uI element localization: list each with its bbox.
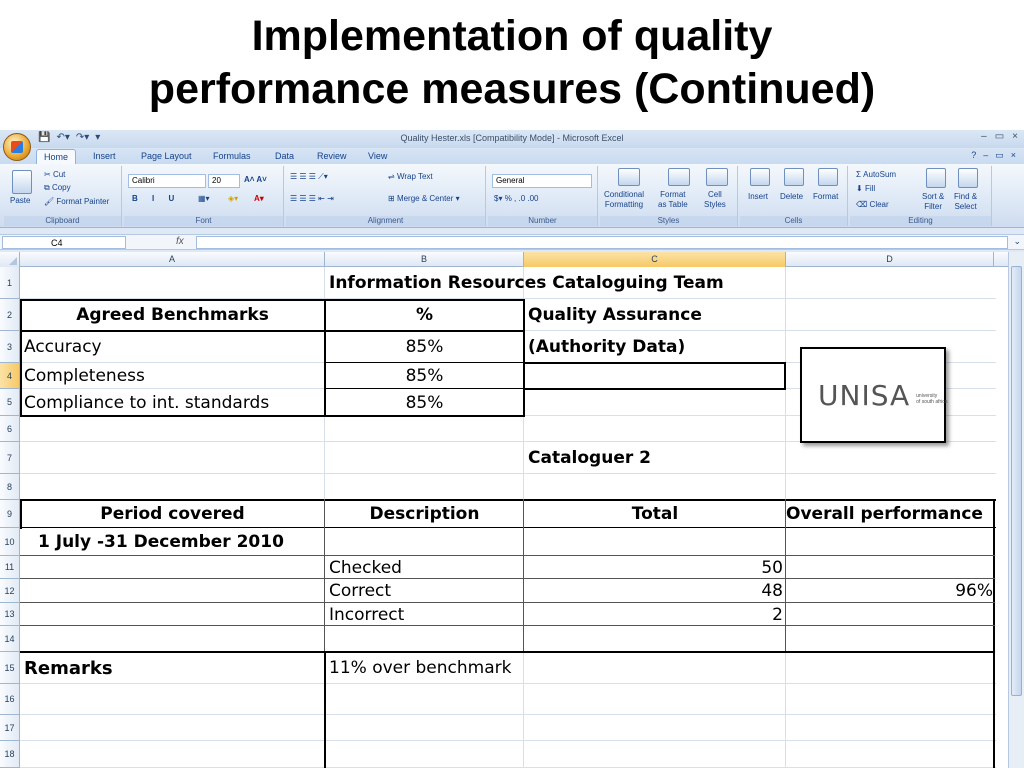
border (785, 499, 786, 651)
wrap-text-label: Wrap Text (396, 172, 433, 181)
merge-dropdown-icon: ▾ (453, 194, 460, 203)
benchmark-compliance-cell[interactable]: Compliance to int. standards (24, 392, 270, 413)
clear-button[interactable] (856, 200, 889, 210)
row-header-9[interactable]: 9 (0, 500, 20, 528)
overall-performance-cell[interactable]: 96% (955, 581, 993, 601)
authority-data-cell[interactable]: (Authority Data) (528, 337, 686, 357)
row-header-12[interactable]: 12 (0, 579, 20, 603)
team-title-cell[interactable]: Information Resources Cataloguing Team (329, 273, 724, 293)
number-group (488, 166, 598, 226)
editing-group (850, 166, 992, 226)
redo-icon[interactable]: ↷▾ (75, 132, 90, 143)
alignment-group-label: Alignment (286, 216, 485, 226)
cut-label: Cut (52, 170, 66, 179)
help-icon[interactable]: ? (971, 150, 977, 160)
row-header-8[interactable]: 8 (0, 474, 20, 500)
gridline (20, 714, 996, 715)
row-header-1[interactable]: 1 (0, 267, 20, 299)
incorrect-desc-cell[interactable]: Incorrect (329, 604, 405, 625)
border (20, 555, 995, 556)
ribbon-controls (971, 150, 1016, 161)
ribbon-minimize-button[interactable]: – (983, 150, 989, 160)
window-title: Quality Hester.xls [Compatibility Mode] - Microsoft Excel (400, 133, 624, 143)
quality-assurance-cell[interactable]: Quality Assurance (528, 305, 702, 325)
paste-button[interactable]: Paste (10, 196, 31, 205)
column-header-a[interactable]: A (20, 252, 325, 267)
tab-review[interactable]: Review (317, 151, 347, 161)
unisa-logo-text: UNISA (818, 378, 911, 412)
border (20, 415, 525, 417)
select-all-button[interactable] (0, 252, 20, 267)
slide-title-line-1: Implementation of quality (251, 12, 773, 60)
cells-group-label: Cells (740, 216, 847, 226)
font-group-label: Font (124, 216, 283, 226)
border (20, 651, 995, 653)
overall-header-cell[interactable]: Overall performance (786, 504, 983, 524)
slide-title-line-2: performance measures (Continued) (148, 65, 876, 113)
row-header-2[interactable]: 2 (0, 299, 20, 331)
border (20, 299, 524, 301)
row-header-10[interactable]: 10 (0, 528, 20, 556)
brush-icon: 🖌 (44, 197, 57, 206)
ribbon-close-button[interactable]: × (1010, 150, 1016, 160)
benchmark-header-cell[interactable]: Agreed Benchmarks (76, 305, 269, 325)
autosum-button[interactable] (856, 170, 896, 180)
tab-view[interactable]: View (368, 151, 388, 161)
clipboard-group (4, 166, 122, 226)
office-logo-icon (11, 141, 23, 153)
border (20, 602, 995, 603)
format-painter-button[interactable] (44, 197, 109, 207)
sort-filter-button[interactable]: Sort & Filter (922, 192, 945, 211)
vertical-scroll-thumb[interactable] (1011, 266, 1022, 696)
row-header-15[interactable]: 15 (0, 652, 20, 684)
insert-button[interactable]: Insert (748, 192, 769, 201)
row-header-3[interactable]: 3 (0, 331, 20, 363)
description-header-cell[interactable]: Description (369, 504, 480, 524)
copy-button[interactable] (44, 183, 71, 193)
tab-data[interactable]: Data (275, 151, 295, 161)
border (325, 388, 524, 389)
fill-icon: ⬇ (856, 184, 865, 193)
close-button[interactable]: × (1012, 131, 1018, 142)
sigma-icon: Σ (856, 170, 864, 179)
row-header-5[interactable]: 5 (0, 389, 20, 416)
font-group (124, 166, 284, 226)
unisa-logo-subtitle: university of south africa (916, 393, 948, 405)
checked-desc-cell[interactable]: Checked (329, 557, 402, 578)
ribbon-restore-button[interactable]: ▭ (995, 150, 1004, 160)
borders-icon[interactable]: ▦▾ (198, 194, 210, 203)
delete-button[interactable]: Delete (780, 192, 804, 201)
eraser-icon: ⌫ (856, 200, 870, 209)
excel-window (0, 130, 1024, 768)
expand-formula-bar-icon[interactable]: ⌄ (1013, 236, 1021, 246)
conditional-formatting-button[interactable]: Conditional Formatting (604, 190, 645, 209)
window-controls (981, 131, 1018, 142)
border (20, 527, 996, 528)
align-top-icons[interactable]: ☰ ☰ ☰ ⟋▾ (290, 172, 328, 181)
sort-filter-icon (926, 168, 946, 188)
border (20, 299, 22, 417)
border (324, 499, 325, 651)
conditional-formatting-icon (618, 168, 640, 186)
bold-italic-underline-icons[interactable]: B I U (132, 194, 181, 203)
border (324, 651, 326, 768)
gridline (20, 740, 996, 741)
undo-icon[interactable]: ↶▾ (56, 132, 70, 143)
correct-total-cell[interactable]: 48 (761, 581, 783, 601)
find-select-button[interactable]: Find & Select (954, 192, 978, 211)
format-as-table-button[interactable]: Format as Table (658, 190, 688, 209)
cells-group (740, 166, 848, 226)
ribbon-tabs (0, 148, 1024, 164)
column-header-b[interactable]: B (325, 252, 524, 267)
wrap-text-icon: ⇌ (388, 172, 397, 181)
column-header-c[interactable]: C (524, 252, 786, 267)
border (20, 625, 995, 626)
styles-group (600, 166, 738, 226)
number-group-label: Number (488, 216, 597, 226)
find-select-icon (958, 168, 978, 188)
total-header-cell[interactable]: Total (631, 504, 679, 524)
paste-icon (12, 170, 32, 194)
cell-styles-icon (706, 168, 728, 186)
copy-icon: ⧉ (44, 183, 52, 192)
number-format-icons[interactable]: $▾ % , .0 .00 (494, 194, 539, 203)
cataloguer-cell[interactable]: Cataloguer 2 (528, 448, 651, 468)
ribbon (0, 164, 1024, 228)
checked-total-cell[interactable]: 50 (761, 557, 783, 578)
remarks-label-cell[interactable]: Remarks (24, 657, 113, 679)
tab-insert[interactable]: Insert (93, 151, 116, 161)
row-header-14[interactable]: 14 (0, 626, 20, 652)
fill-label: Fill (864, 184, 876, 193)
active-cell-border (524, 388, 786, 390)
column-headers (0, 252, 1008, 267)
alignment-group (286, 166, 486, 226)
wrap-text-button[interactable] (388, 172, 433, 182)
styles-group-label: Styles (600, 216, 737, 226)
fill-color-icon[interactable]: ◈▾ (228, 194, 239, 203)
border (325, 362, 524, 363)
row-header-6[interactable]: 6 (0, 416, 20, 442)
office-button[interactable] (3, 133, 31, 161)
active-cell-border (784, 362, 786, 390)
border (20, 330, 524, 332)
merge-center-button[interactable] (388, 194, 460, 204)
row-header-13[interactable]: 13 (0, 603, 20, 626)
align-horizontal-icons[interactable]: ☰ ☰ ☰ ⇤ ⇥ (290, 194, 334, 203)
grow-font-icon[interactable]: A˄ A˅ (244, 175, 267, 184)
restore-button[interactable]: ▭ (994, 131, 1005, 142)
insert-function-icon[interactable]: fx (176, 236, 184, 247)
formula-bar (0, 234, 1024, 250)
clipboard-group-label: Clipboard (4, 216, 121, 226)
save-icon[interactable]: 💾 (38, 132, 51, 143)
cell-styles-button[interactable]: Cell Styles (704, 190, 726, 209)
format-painter-label: Format Painter (56, 197, 110, 206)
benchmark-accuracy-pct-cell[interactable]: 85% (405, 337, 444, 357)
remarks-text-cell[interactable]: 11% over benchmark (329, 658, 512, 678)
row-header-18[interactable]: 18 (0, 741, 20, 768)
active-cell-border (524, 362, 786, 364)
merge-center-label: Merge & Center (396, 194, 454, 203)
fill-button[interactable] (856, 184, 875, 194)
minimize-button[interactable]: – (981, 131, 987, 142)
tab-formulas[interactable]: Formulas (213, 151, 251, 161)
border (20, 499, 22, 529)
row-header-4[interactable]: 4 (0, 363, 20, 389)
border (993, 499, 995, 768)
format-as-table-icon (668, 168, 690, 186)
benchmark-accuracy-cell[interactable]: Accuracy (24, 337, 102, 357)
scissors-icon: ✂ (44, 170, 53, 179)
gridline (20, 473, 996, 474)
merge-icon: ⊞ (388, 194, 397, 203)
copy-label: Copy (51, 183, 71, 192)
percent-header-cell[interactable]: % (415, 305, 434, 325)
clear-label: Clear (869, 200, 889, 209)
benchmark-compliance-pct-cell[interactable]: 85% (405, 392, 444, 413)
font-name-box[interactable]: Calibri (128, 174, 206, 188)
customize-qat-icon[interactable]: ▾ (95, 132, 101, 143)
format-button[interactable]: Format (813, 192, 839, 201)
tab-home[interactable]: Home (36, 149, 76, 164)
font-size-box[interactable]: 20 (208, 174, 240, 188)
period-cell[interactable]: 1 July -31 December 2010 (38, 532, 284, 552)
border (324, 299, 326, 417)
vertical-scrollbar[interactable] (1008, 252, 1024, 768)
format-cells-icon (818, 168, 838, 186)
tab-page-layout[interactable]: Page Layout (141, 151, 192, 161)
correct-desc-cell[interactable]: Correct (329, 581, 392, 601)
border (20, 499, 996, 501)
border (523, 299, 525, 417)
slide-title (0, 10, 1024, 116)
row-header-7[interactable]: 7 (0, 442, 20, 474)
number-format-box[interactable]: General (492, 174, 592, 188)
benchmark-completeness-cell[interactable]: Completeness (24, 366, 145, 386)
name-box[interactable]: C4 (2, 236, 126, 249)
title-bar (0, 130, 1024, 148)
autosum-label: AutoSum (863, 170, 897, 179)
row-header-16[interactable]: 16 (0, 684, 20, 715)
unisa-logo[interactable] (800, 347, 946, 443)
column-header-d[interactable]: D (786, 252, 994, 267)
row-header-11[interactable]: 11 (0, 556, 20, 579)
formula-input[interactable] (196, 236, 1008, 249)
delete-cells-icon (784, 168, 804, 186)
incorrect-total-cell[interactable]: 2 (772, 604, 783, 625)
cells-area[interactable] (20, 267, 996, 768)
border (20, 578, 995, 579)
editing-group-label: Editing (850, 216, 991, 226)
font-color-icon[interactable]: A▾ (254, 194, 264, 203)
insert-cells-icon (750, 168, 770, 186)
border (523, 499, 524, 651)
row-header-17[interactable]: 17 (0, 715, 20, 741)
period-header-cell[interactable]: Period covered (100, 504, 245, 524)
worksheet-grid (0, 252, 1024, 768)
benchmark-completeness-pct-cell[interactable]: 85% (405, 366, 444, 386)
cut-button[interactable] (44, 170, 65, 180)
